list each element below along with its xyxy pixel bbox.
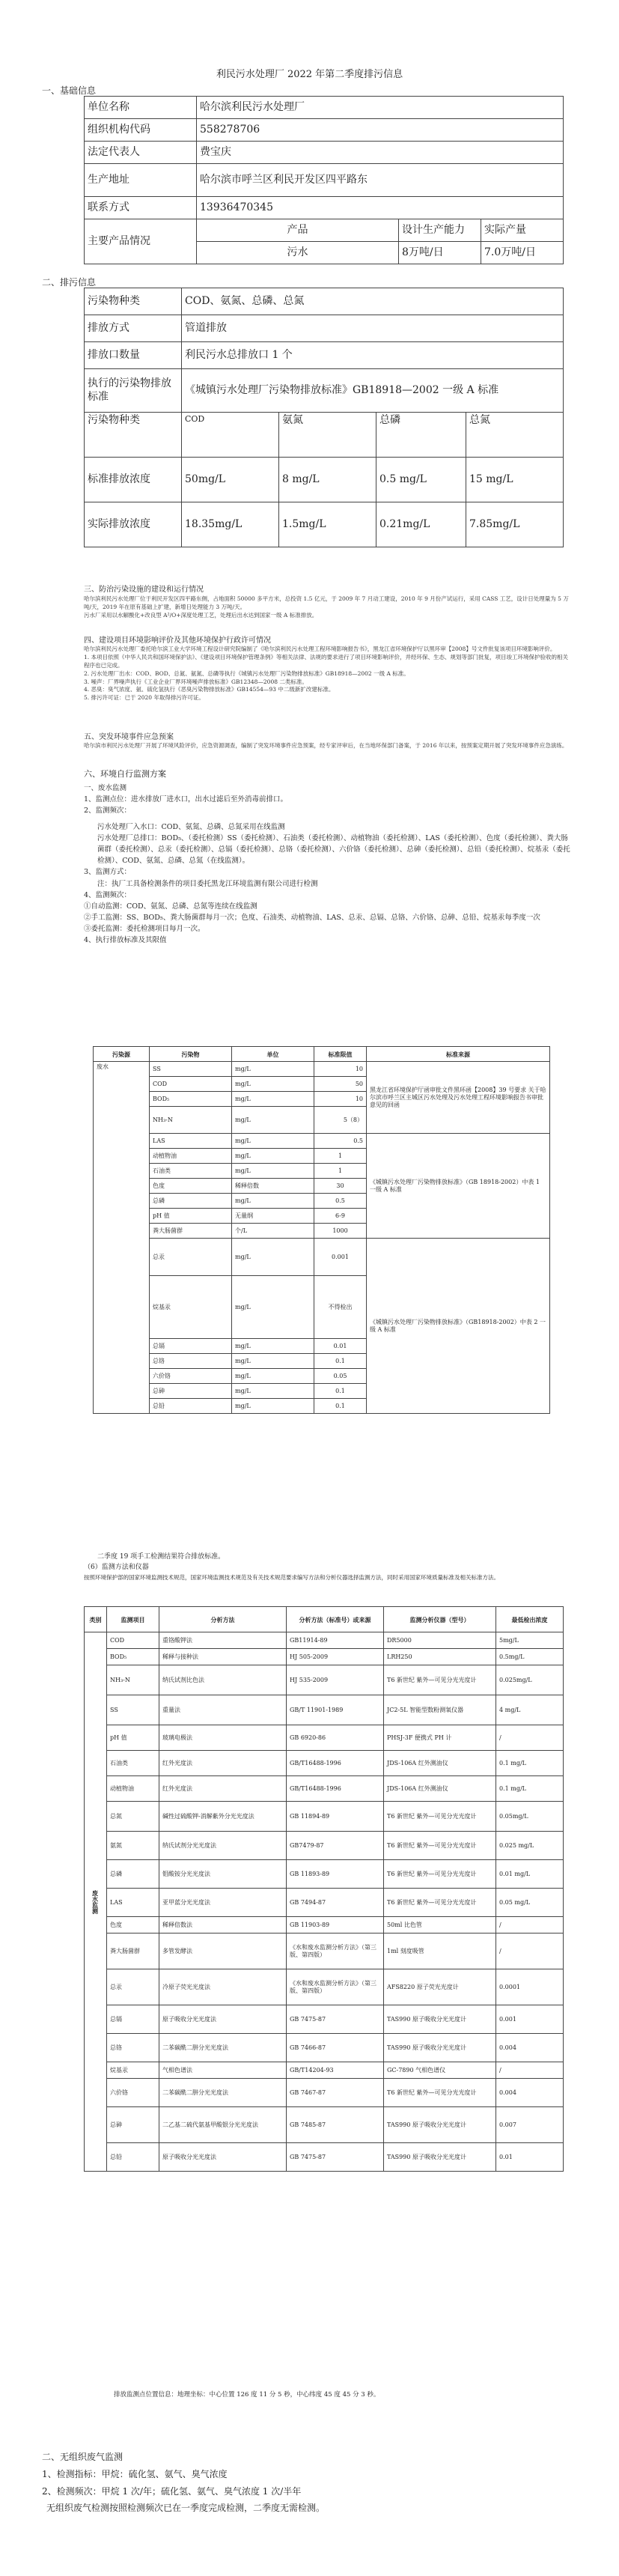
table-row bbox=[85, 142, 564, 164]
cell: 0.1 mg/L bbox=[496, 1751, 564, 1776]
paragraph: 4、监测频次： bbox=[84, 890, 132, 899]
source-cell: 废水 bbox=[94, 1062, 150, 1414]
cell: 粪大肠菌群 bbox=[150, 1224, 232, 1239]
cell: 红外光度法 bbox=[159, 1751, 287, 1776]
row-label: 法定代表人 bbox=[85, 142, 197, 164]
methods-table bbox=[84, 1606, 564, 2172]
cell: GB/T 11901-1989 bbox=[287, 1695, 384, 1725]
table-row bbox=[85, 342, 564, 369]
cell: 粪大肠菌群 bbox=[107, 1933, 159, 1969]
cell: 0.007 bbox=[496, 2107, 564, 2143]
limit-cell: 15 mg/L bbox=[466, 458, 564, 502]
paragraph: 1、检测指标：甲烷：硫化氢、氨气、臭气浓度 bbox=[42, 2468, 228, 2479]
row-value: 费宝庆 bbox=[197, 142, 564, 164]
paragraph: 1、监测点位：进水排放厂进水口，出水过滤后至外消毒前排口。 bbox=[84, 795, 288, 804]
row-value: 558278706 bbox=[197, 119, 564, 142]
cell: GB 7494-87 bbox=[287, 1889, 384, 1917]
cell: / bbox=[496, 1917, 564, 1933]
cell: COD bbox=[107, 1632, 159, 1649]
paragraph: 1. 本项目依照《中华人民共和国环境保护法》、《建设项目环境保护管理条例》等相关法律、法规的要求进行了项目环境影响评价，并经环保、生态、规划等部门批复，项目竣工环境保护验收的相关程序也已完成。 bbox=[84, 653, 569, 669]
cell: T6 新世纪 紫外—可见分光光度计 bbox=[384, 1832, 496, 1860]
row-value: 管道排放 bbox=[182, 315, 564, 342]
column-header: 标准来源 bbox=[367, 1047, 550, 1062]
cell: / bbox=[496, 2062, 564, 2079]
column-header: 标准限值 bbox=[314, 1047, 367, 1062]
table-row bbox=[85, 1917, 564, 1933]
limit-cell: 标准排放浓度 bbox=[85, 458, 182, 502]
column-header: 监测分析仪器（型号） bbox=[384, 1607, 496, 1632]
cell: 总砷 bbox=[107, 2107, 159, 2143]
cell: GB 11903-89 bbox=[287, 1917, 384, 1933]
section-heading-emergency: 五、突发环境事件应急预案 bbox=[84, 733, 174, 741]
cell: 总汞 bbox=[150, 1239, 232, 1276]
cell: TAS990 原子吸收分光光度计 bbox=[384, 2034, 496, 2062]
cell: 二苯碳酰二肼分光光度法 bbox=[159, 2034, 287, 2062]
cell: 原子吸收分光光度法 bbox=[159, 2005, 287, 2034]
table-header-row bbox=[85, 1607, 564, 1632]
cell: LAS bbox=[150, 1134, 232, 1149]
paragraph: 二季度 19 项手工检测结果符合排放标准。 bbox=[97, 1553, 225, 1561]
paragraph: 无组织废气检测按照检测频次已在一季度完成检测，二季度无需检测。 bbox=[46, 2503, 326, 2514]
table-row bbox=[85, 1725, 564, 1751]
cell: 0.5 bbox=[314, 1194, 367, 1209]
standards-table bbox=[93, 1046, 550, 1414]
cell: mg/L bbox=[232, 1149, 314, 1164]
pollutant-header: 总氮 bbox=[466, 413, 564, 458]
table-row bbox=[85, 2062, 564, 2079]
table-header-row bbox=[94, 1047, 550, 1062]
product-label: 主要产品情况 bbox=[85, 219, 197, 264]
cell: 色度 bbox=[150, 1179, 232, 1194]
cell: T6 新世纪 紫外—可见分光光度计 bbox=[384, 1860, 496, 1889]
cell: 总汞 bbox=[107, 1969, 159, 2005]
cell: mg/L bbox=[232, 1399, 314, 1414]
discharge-table bbox=[84, 288, 564, 547]
cell: 10 bbox=[314, 1092, 367, 1107]
cell: 稀释倍数法 bbox=[159, 1917, 287, 1933]
table-row bbox=[85, 369, 564, 413]
category-cell: 废水监测 bbox=[85, 1632, 107, 2172]
standard-source-c: 《城镇污水处理厂污染物排放标准》（GB18918-2002）中表 2 一级 A 标准 bbox=[367, 1239, 550, 1414]
cell: HJ 505-2009 bbox=[287, 1649, 384, 1665]
cell: GB 7466-87 bbox=[287, 2034, 384, 2062]
column-header: 类别 bbox=[85, 1607, 107, 1632]
cell: AFS8220 原子荧光光度计 bbox=[384, 1969, 496, 2005]
cell: 《水和废水监测分析方法》（第三版、第四版） bbox=[287, 1969, 384, 2005]
section-heading-discharge: 二、排污信息 bbox=[42, 277, 97, 288]
cell: 总铅 bbox=[107, 2143, 159, 2172]
table-row bbox=[85, 1776, 564, 1802]
cell: 6-9 bbox=[314, 1209, 367, 1224]
paragraph: 污水处理厂入水口：COD、氨氮、总磷、总氮采用在线监测 bbox=[97, 822, 285, 831]
limit-cell: 0.5 mg/L bbox=[376, 458, 466, 502]
cell: mg/L bbox=[232, 1239, 314, 1276]
table-row bbox=[85, 2107, 564, 2143]
section-heading-basic: 一、基础信息 bbox=[42, 85, 97, 96]
cell: GB/T14204-93 bbox=[287, 2062, 384, 2079]
cell: BOD₅ bbox=[150, 1092, 232, 1107]
cell: JC2-5L 智能型数粉测氧仪器 bbox=[384, 1695, 496, 1725]
product-cell: 污水 bbox=[197, 242, 399, 264]
cell: / bbox=[496, 1725, 564, 1751]
cell: 0.5 bbox=[314, 1134, 367, 1149]
pollutant-header: COD bbox=[182, 413, 279, 458]
cell: 石油类 bbox=[107, 1751, 159, 1776]
cell: GB 7467-87 bbox=[287, 2079, 384, 2107]
table-row bbox=[85, 2034, 564, 2062]
paragraph: 注：执厂工具备检测条件的项目委托黑龙江环境监测有限公司进行检测 bbox=[97, 879, 318, 888]
cell: 六价铬 bbox=[107, 2079, 159, 2107]
cell: 0.025 mg/L bbox=[496, 1832, 564, 1860]
row-label: 单位名称 bbox=[85, 97, 197, 119]
table-row bbox=[85, 1665, 564, 1695]
table-row bbox=[85, 119, 564, 142]
row-label: 联系方式 bbox=[85, 197, 197, 219]
table-row bbox=[94, 1239, 550, 1276]
pollutant-header: 总磷 bbox=[376, 413, 466, 458]
cell: 总镉 bbox=[150, 1339, 232, 1354]
monitoring-intro bbox=[84, 783, 570, 947]
cell: LRH250 bbox=[384, 1649, 496, 1665]
table-row bbox=[85, 458, 564, 502]
cell: 0.1 bbox=[314, 1399, 367, 1414]
table-row bbox=[85, 219, 564, 242]
paragraph: 污水厂采用以水解酸化+改良型 A²/O+深度处理工艺，处理后出水达到国家一级 A 标准排放。 bbox=[84, 611, 318, 619]
cell: 红外光度法 bbox=[159, 1776, 287, 1802]
cell: 二乙基二硫代氨基甲酸银分光光度法 bbox=[159, 2107, 287, 2143]
cell: 总磷 bbox=[150, 1194, 232, 1209]
paragraph: 2. 污水处理厂出水：COD、BOD、总氮、氨氮、总磷等执行《城镇污水处理厂污染物排放标准》GB18918—2002 一级 A 标准。 bbox=[84, 669, 409, 677]
cell: 亚甲蓝分光光度法 bbox=[159, 1889, 287, 1917]
cell: 0.01 bbox=[496, 2143, 564, 2172]
table-row bbox=[85, 1832, 564, 1860]
cell: PHSJ-3F 便携式 PH 计 bbox=[384, 1725, 496, 1751]
cell: GC-7890 气相色谱仪 bbox=[384, 2062, 496, 2079]
emergency-text bbox=[84, 742, 570, 750]
actual-cell: 18.35mg/L bbox=[182, 502, 279, 547]
cell: HJ 535-2009 bbox=[287, 1665, 384, 1695]
cell: JDS-106A 红外测油仪 bbox=[384, 1776, 496, 1802]
cell: 原子吸收分光光度法 bbox=[159, 2143, 287, 2172]
column-header: 单位 bbox=[232, 1047, 314, 1062]
row-value: 哈尔滨利民污水处理厂 bbox=[197, 97, 564, 119]
row-value: 利民污水总排放口 1 个 bbox=[182, 342, 564, 369]
table-row bbox=[85, 315, 564, 342]
paragraph: 按照环境保护部的国家环境监测技术规范，国家环境监测技术规范及有关技术规范要求编写方法和分析仪器选择监测方法，同时采用国家环境质量标准及相关标准方法。 bbox=[84, 1573, 499, 1581]
cell: GB 7485-87 bbox=[287, 2107, 384, 2143]
cell: mg/L bbox=[232, 1107, 314, 1134]
table-row bbox=[85, 413, 564, 458]
monitoring-notes bbox=[84, 1552, 570, 1582]
cell: 纳氏试剂比色法 bbox=[159, 1665, 287, 1695]
cell: 烷基汞 bbox=[107, 2062, 159, 2079]
table-row bbox=[85, 1632, 564, 1649]
cell: COD bbox=[150, 1077, 232, 1092]
column-header: 分析方法 bbox=[159, 1607, 287, 1632]
paragraph: 4. 恶臭：臭气浓度、氨、硫化氢执行《恶臭污染物排放标准》GB14554—93 中二级新扩改建标准。 bbox=[84, 686, 335, 693]
actual-cell: 0.21mg/L bbox=[376, 502, 466, 547]
column-header: 最低检出浓度 bbox=[496, 1607, 564, 1632]
cell: GB 7475-87 bbox=[287, 2143, 384, 2172]
paragraph: 5. 排污许可证：已于 2020 年取得排污许可证。 bbox=[84, 694, 204, 702]
gas-monitoring bbox=[42, 2449, 528, 2517]
cell: 总氮 bbox=[107, 1802, 159, 1832]
cell: 5mg/L bbox=[496, 1632, 564, 1649]
cell: 0.1 bbox=[314, 1354, 367, 1369]
cell: mg/L bbox=[232, 1194, 314, 1209]
cell: GB 11894-89 bbox=[287, 1802, 384, 1832]
cell: GB 6920-86 bbox=[287, 1725, 384, 1751]
subheading: 一、废水监测 bbox=[84, 784, 127, 792]
row-value: 13936470345 bbox=[197, 197, 564, 219]
cell: 钼酸铵分光光度法 bbox=[159, 1860, 287, 1889]
cell: mg/L bbox=[232, 1384, 314, 1399]
cell: 50ml 比色管 bbox=[384, 1917, 496, 1933]
table-row bbox=[85, 197, 564, 219]
cell: 重量法 bbox=[159, 1695, 287, 1725]
column-header: 分析方法（标准号）或来源 bbox=[287, 1607, 384, 1632]
cell: mg/L bbox=[232, 1134, 314, 1149]
cell: NH₃-N bbox=[150, 1107, 232, 1134]
cell: 0.1 bbox=[314, 1384, 367, 1399]
cell: mg/L bbox=[232, 1276, 314, 1339]
cell: 总铅 bbox=[150, 1399, 232, 1414]
cell: GB/T16488-1996 bbox=[287, 1776, 384, 1802]
cell: pH 值 bbox=[150, 1209, 232, 1224]
paragraph: 4、执行排放标准及其限值 bbox=[84, 936, 167, 945]
cell: SS bbox=[107, 1695, 159, 1725]
product-cell: 7.0万吨/日 bbox=[481, 242, 564, 264]
standard-source-b: 《城镇污水处理厂污染物排放标准》（GB 18918-2002）中表 1 一级 A 标准 bbox=[367, 1134, 550, 1239]
cell: 5（8） bbox=[314, 1107, 367, 1134]
cell: 稀释倍数 bbox=[232, 1179, 314, 1194]
cell: 总铬 bbox=[107, 2034, 159, 2062]
table-row bbox=[85, 2005, 564, 2034]
cell: 动植物油 bbox=[107, 1776, 159, 1802]
paragraph: 哈尔滨市利民污水处理厂开展了环境风险评价，应急资源调查，编制了突发环境事件应急预案，经专家评审后，在当地环保部门备案，于 2016 年以来，按预案定期开展了突发环境事件应急演练。 bbox=[84, 742, 568, 749]
limit-cell: 8 mg/L bbox=[279, 458, 376, 502]
cell: 总磷 bbox=[107, 1860, 159, 1889]
table-row bbox=[85, 164, 564, 197]
actual-cell: 实际排放浓度 bbox=[85, 502, 182, 547]
cell: 重铬酸钾法 bbox=[159, 1632, 287, 1649]
page-title: 利民污水处理厂 2022 年第二季度排污信息 bbox=[216, 69, 403, 80]
paragraph: 2、检测频次：甲烷 1 次/年；硫化氢、氨气、臭气浓度 1 次/半年 bbox=[42, 2485, 302, 2497]
cell: GB 7475-87 bbox=[287, 2005, 384, 2034]
cell: 六价铬 bbox=[150, 1369, 232, 1384]
cell: T6 新世纪 紫外—可见分光光度计 bbox=[384, 1802, 496, 1832]
cell: 多管发酵法 bbox=[159, 1933, 287, 1969]
section-heading-eia: 四、建设项目环境影响评价及其他环境保护行政许可情况 bbox=[84, 637, 271, 645]
cell: 总砷 bbox=[150, 1384, 232, 1399]
actual-cell: 1.5mg/L bbox=[279, 502, 376, 547]
table-row bbox=[85, 502, 564, 547]
paragraph: ③委托监测：委托检测项目每月一次。 bbox=[84, 925, 205, 934]
cell: 色度 bbox=[107, 1917, 159, 1933]
section-heading-monitoring: 六、环境自行监测方案 bbox=[84, 769, 166, 779]
cell: 30 bbox=[314, 1179, 367, 1194]
cell: pH 值 bbox=[107, 1725, 159, 1751]
cell: 稀释与接种法 bbox=[159, 1649, 287, 1665]
table-row bbox=[85, 97, 564, 119]
cell: 烷基汞 bbox=[150, 1276, 232, 1339]
cell: / bbox=[496, 1933, 564, 1969]
table-row bbox=[85, 288, 564, 315]
product-header: 设计生产能力 bbox=[399, 219, 481, 242]
cell: 不得检出 bbox=[314, 1276, 367, 1339]
subheading: 二、无组织废气监测 bbox=[42, 2452, 124, 2462]
cell: 纳氏试剂分光光度法 bbox=[159, 1832, 287, 1860]
table-row bbox=[85, 1860, 564, 1889]
table-row bbox=[85, 1802, 564, 1832]
cell: NH₃-N bbox=[107, 1665, 159, 1695]
cell: 0.001 bbox=[496, 2005, 564, 2034]
cell: mg/L bbox=[232, 1354, 314, 1369]
cell: 0.01 bbox=[314, 1339, 367, 1354]
cell: GB7479-87 bbox=[287, 1832, 384, 1860]
row-label: 排放方式 bbox=[85, 315, 182, 342]
cell: 0.025mg/L bbox=[496, 1665, 564, 1695]
cell: T6 新世纪 紫外—可见分光光度计 bbox=[384, 2079, 496, 2107]
cell: BOD₅ bbox=[107, 1649, 159, 1665]
row-label: 执行的污染物排放标准 bbox=[85, 369, 182, 413]
row-value: COD、氨氮、总磷、总氮 bbox=[182, 288, 564, 315]
cell: JDS-106A 红外测油仪 bbox=[384, 1751, 496, 1776]
cell: 《水和废水监测分析方法》（第三版、第四版） bbox=[287, 1933, 384, 1969]
cell: 氨氮 bbox=[107, 1832, 159, 1860]
cell: mg/L bbox=[232, 1077, 314, 1092]
location-note: 排放监测点位置信息：地理坐标：中心位置 126 度 11 分 5 秒，中心纬度 45 度 45 分 3 秒。 bbox=[114, 2391, 380, 2399]
cell: TAS990 原子吸收分光光度计 bbox=[384, 2143, 496, 2172]
paragraph: 哈尔滨利民污水处理厂委托哈尔滨工业大学环境工程设计研究院编制了《哈尔滨利民污水处理工程环境影响报告书》，黑龙江省环境保护厅以黑环审【2008】号文件批复该项目环境影响评价。 bbox=[84, 645, 556, 652]
cell: mg/L bbox=[232, 1062, 314, 1077]
cell: 二苯碳酰二肼分光光度法 bbox=[159, 2079, 287, 2107]
cell: 0.004 bbox=[496, 2034, 564, 2062]
paragraph: 污水处理厂总排口：BOD₅、（委托检测）SS（委托检测）、石油类（委托检测）、动植物油（委托检测）、LAS（委托检测）、色度（委托检测）、粪大肠菌群（委托检测）、总汞（委托检测）、总镉（委托检测）、总铬（委托检测）、六价铬（委托检测）、总砷（委托检测）、总铅（委托检测）、烷基汞（委托检测）、COD、氨氮、总磷、总氮（在线监测）。 bbox=[97, 833, 570, 866]
product-header: 产品 bbox=[197, 219, 399, 242]
cell: LAS bbox=[107, 1889, 159, 1917]
table-row bbox=[94, 1134, 550, 1149]
facilities-text bbox=[84, 595, 570, 620]
cell: mg/L bbox=[232, 1092, 314, 1107]
table-row bbox=[85, 1649, 564, 1665]
table-row bbox=[85, 2079, 564, 2107]
cell: 冷原子荧光光度法 bbox=[159, 1969, 287, 2005]
cell: DR5000 bbox=[384, 1632, 496, 1649]
row-value: 《城镇污水处理厂污染物排放标准》GB18918—2002 一级 A 标准 bbox=[182, 369, 564, 413]
cell: 个/L bbox=[232, 1224, 314, 1239]
row-value: 哈尔滨市呼兰区利民开发区四平路东 bbox=[197, 164, 564, 197]
basic-info-table bbox=[84, 96, 564, 264]
cell: 0.05 mg/L bbox=[496, 1889, 564, 1917]
cell: mg/L bbox=[232, 1164, 314, 1179]
limit-cell: 50mg/L bbox=[182, 458, 279, 502]
cell: 动植物油 bbox=[150, 1149, 232, 1164]
cell: 50 bbox=[314, 1077, 367, 1092]
cell: 1 bbox=[314, 1164, 367, 1179]
cell: TAS990 原子吸收分光光度计 bbox=[384, 2107, 496, 2143]
paragraph: 3、监测方式： bbox=[84, 868, 132, 877]
paragraph: ①自动监测：COD、氨氮、总磷、总氮等连续在线监测 bbox=[84, 902, 257, 911]
column-header: 污染物 bbox=[150, 1047, 232, 1062]
cell: 总铬 bbox=[150, 1354, 232, 1369]
cell: 玻璃电极法 bbox=[159, 1725, 287, 1751]
section-heading-facilities: 三、防治污染设施的建设和运行情况 bbox=[84, 586, 204, 594]
row-label: 污染物种类 bbox=[85, 288, 182, 315]
row-label: 组织机构代码 bbox=[85, 119, 197, 142]
cell: GB11914-89 bbox=[287, 1632, 384, 1649]
cell: 1ml 刻度吸管 bbox=[384, 1933, 496, 1969]
table-row bbox=[85, 1969, 564, 2005]
cell: TAS990 原子吸收分光光度计 bbox=[384, 2005, 496, 2034]
column-header: 污染源 bbox=[94, 1047, 150, 1062]
cell: T6 新世纪 紫外—可见分光光度计 bbox=[384, 1665, 496, 1695]
cell: 0.1 mg/L bbox=[496, 1776, 564, 1802]
table-row bbox=[85, 2143, 564, 2172]
cell: 总镉 bbox=[107, 2005, 159, 2034]
eia-text bbox=[84, 645, 570, 702]
table-row bbox=[85, 1933, 564, 1969]
cell: 无量纲 bbox=[232, 1209, 314, 1224]
cell: GB 11893-89 bbox=[287, 1860, 384, 1889]
subheading: （6）监测方法和仪器 bbox=[84, 1564, 149, 1572]
row-label: 排放口数量 bbox=[85, 342, 182, 369]
cell: 石油类 bbox=[150, 1164, 232, 1179]
table-row bbox=[85, 1751, 564, 1776]
cell: 0.05 bbox=[314, 1369, 367, 1384]
pollutant-header: 氨氮 bbox=[279, 413, 376, 458]
cell: T6 新世纪 紫外—可见分光光度计 bbox=[384, 1889, 496, 1917]
column-header: 监测项目 bbox=[107, 1607, 159, 1632]
table-row bbox=[85, 1695, 564, 1725]
cell: 4 mg/L bbox=[496, 1695, 564, 1725]
cell: 0.05mg/L bbox=[496, 1802, 564, 1832]
cell: 0.01 mg/L bbox=[496, 1860, 564, 1889]
cell: 0.0001 bbox=[496, 1969, 564, 2005]
paragraph: 3. 噪声：厂界噪声执行《工业企业厂界环境噪声排放标准》GB12348—2008 二类标准。 bbox=[84, 678, 308, 685]
cell: SS bbox=[150, 1062, 232, 1077]
cell: 1000 bbox=[314, 1224, 367, 1239]
table-row bbox=[94, 1062, 550, 1077]
cell: 碱性过硫酸钾-消解紫外分光光度法 bbox=[159, 1802, 287, 1832]
standard-source-a: 黑龙江省环境保护厅函审批文件黑环函【2008】39 号要求 关于哈尔滨市呼兰区主城区污水处理及污水处理工程环境影响报告书审批意见的回函 bbox=[367, 1062, 550, 1134]
product-cell: 8万吨/日 bbox=[399, 242, 481, 264]
cell: 0.5mg/L bbox=[496, 1649, 564, 1665]
actual-cell: 7.85mg/L bbox=[466, 502, 564, 547]
cell: mg/L bbox=[232, 1369, 314, 1384]
paragraph: 2、监测频次： bbox=[84, 806, 132, 815]
cell: 气相色谱法 bbox=[159, 2062, 287, 2079]
product-header: 实际产量 bbox=[481, 219, 564, 242]
cell: 0.001 bbox=[314, 1239, 367, 1276]
cell: mg/L bbox=[232, 1339, 314, 1354]
cell: 10 bbox=[314, 1062, 367, 1077]
cell: GB/T16488-1996 bbox=[287, 1751, 384, 1776]
pollutant-header: 污染物种类 bbox=[85, 413, 182, 458]
cell: 1 bbox=[314, 1149, 367, 1164]
paragraph: ②手工监测：SS、BOD₅、粪大肠菌群每月一次；色度、石油类、动植物油、LAS、总汞、总镉、总铬、六价铬、总砷、总铅、烷基汞每季度一次 bbox=[84, 914, 540, 923]
paragraph: 哈尔滨利民污水处理厂位于利民开发区四平路东侧，占地面积 50000 多平方米，总投资 1.5 亿元，于 2009 年 7 月动工建设，2010 年 9 月份产试运行，采用 CASS 工艺，设计日处理量为 5 万吨/天，2019 年在原有基础上扩建，新增日处理能力 3 万吨/天。 bbox=[84, 595, 569, 610]
cell: 0.004 bbox=[496, 2079, 564, 2107]
row-label: 生产地址 bbox=[85, 164, 197, 197]
table-row bbox=[85, 1889, 564, 1917]
